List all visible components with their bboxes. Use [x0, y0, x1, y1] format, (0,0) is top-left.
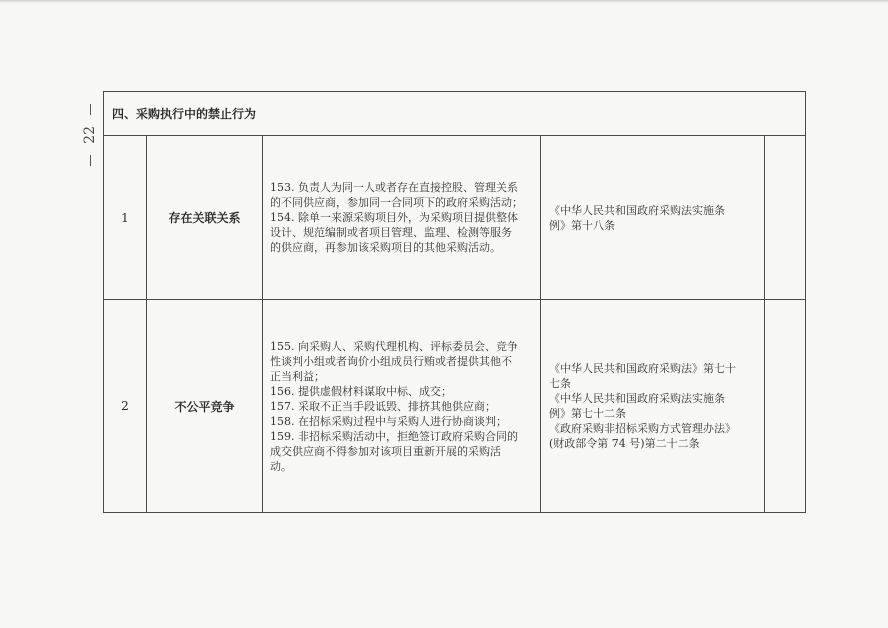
page-edge — [0, 0, 888, 3]
content-line: 157. 采取不正当手段诋毁、排挤其他供应商； — [270, 399, 496, 413]
behavior-content — [263, 136, 541, 299]
basis-line: 《中华人民共和国政府采购法》第七十 — [549, 362, 736, 375]
basis-line: 《中华人民共和国政府采购法实施条 — [549, 392, 725, 405]
content-line: 的不同供应商，参加同一合同项下的政府采购活动； — [270, 196, 523, 209]
content-line: 的供应商，再参加该采购项目的其他采购活动。 — [270, 241, 501, 254]
basis-line: 例》第十八条 — [549, 218, 615, 232]
row-number: 2 — [104, 300, 147, 512]
basis-line: 《中华人民共和国政府采购法实施条 — [549, 203, 725, 217]
content-line: 动。 — [270, 459, 292, 473]
page-number-dash-top — [90, 104, 91, 115]
table-row — [104, 300, 805, 512]
section-title: 四、采购执行中的禁止行为 — [104, 92, 805, 136]
content-line: 155. 向采购人、采购代理机构、评标委员会、竞争 — [270, 339, 518, 353]
basis-line: 《政府采购非招标采购方式管理办法》 — [549, 422, 736, 435]
prohibited-behaviors-table — [103, 91, 806, 513]
remarks-cell — [765, 300, 805, 512]
content-line: 156. 提供虚假材料谋取中标、成交； — [270, 384, 452, 398]
row-number: 1 — [104, 136, 147, 299]
basis-line: 例》第七十二条 — [549, 407, 626, 420]
legal-basis — [541, 300, 765, 512]
page-number — [79, 104, 101, 166]
behavior-content — [263, 300, 541, 512]
table-row — [104, 136, 805, 300]
legal-basis — [541, 136, 765, 299]
content-line: 性谈判小组或者询价小组成员行贿或者提供其他不 — [270, 354, 512, 368]
content-line: 正当利益； — [270, 369, 325, 383]
basis-line: 七条 — [549, 377, 571, 390]
content-line: 设计、规范编制或者项目管理、监理、检测等服务 — [270, 226, 512, 239]
behavior-type: 不公平竞争 — [147, 300, 263, 512]
content-line: 158. 在招标采购过程中与采购人进行协商谈判； — [270, 414, 507, 428]
page-number-text: 22 — [82, 126, 98, 144]
content-line: 成交供应商不得参加对该项目重新开展的采购活 — [270, 444, 501, 458]
basis-line: (财政部令第 74 号)第二十二条 — [549, 437, 700, 450]
page-number-dash-bottom — [90, 155, 91, 166]
content-line: 159. 非招标采购活动中，拒绝签订政府采购合同的 — [270, 429, 518, 443]
behavior-type: 存在关联关系 — [147, 136, 263, 299]
content-line: 154. 除单一来源采购项目外，为采购项目提供整体 — [270, 211, 518, 224]
content-line: 153. 负责人为同一人或者存在直接控股、管理关系 — [270, 181, 518, 194]
remarks-cell — [765, 136, 805, 299]
